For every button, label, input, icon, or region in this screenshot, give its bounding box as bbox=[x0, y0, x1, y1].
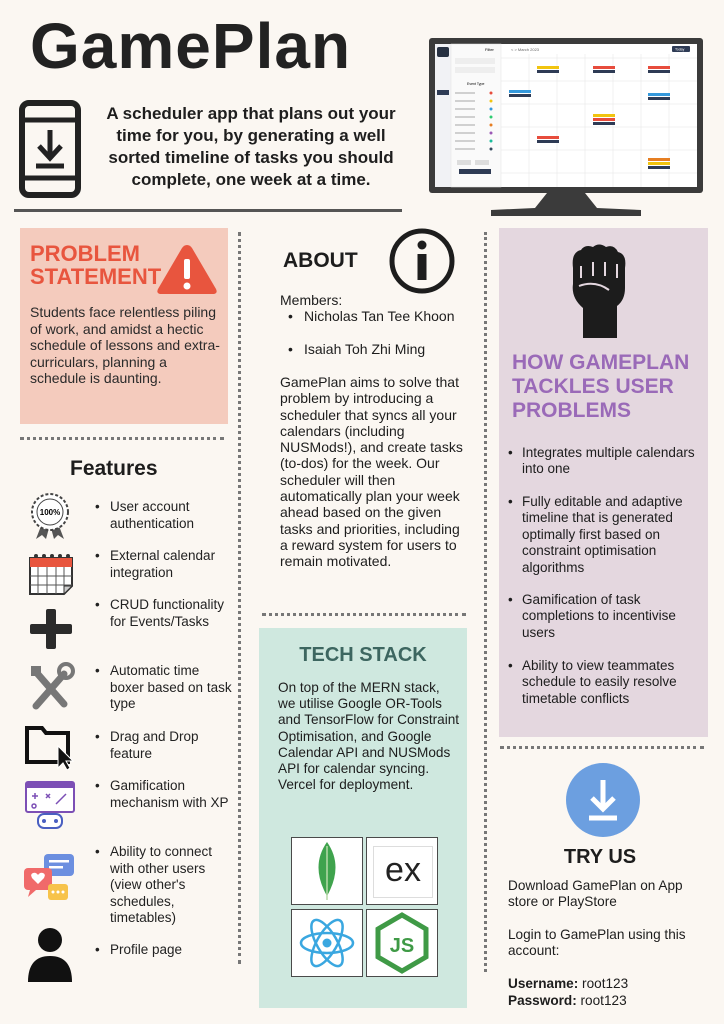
express-text: ex bbox=[373, 846, 433, 898]
calendar-icon bbox=[22, 548, 78, 598]
info-icon bbox=[388, 227, 456, 295]
download-text: Download GamePlan on App store or PlayStore bbox=[508, 878, 683, 910]
download-icon[interactable] bbox=[565, 762, 641, 838]
user-icon bbox=[22, 926, 78, 984]
plus-icon bbox=[22, 603, 78, 653]
feature-item: • Gamification mechanism with XP bbox=[95, 778, 235, 811]
divider-features bbox=[20, 437, 224, 440]
about-text: GamePlan aims to solve that problem by introducing a scheduler that syncs all your calendars (including NUSMods!), and create tasks (to-dos) for the week. Our scheduler will then automatically plan your week ahead based on the given tasks and priorities, including a reward system for users to remain motivated. bbox=[280, 374, 463, 570]
phone-download-icon bbox=[19, 100, 83, 198]
tagline: A scheduler app that plans out your time for you, by generating a well sorted timeline of tasks you should complete, one week at a time. bbox=[106, 104, 396, 189]
folder-cursor-icon bbox=[22, 720, 78, 770]
divider-col2 bbox=[484, 232, 487, 972]
leaf-icon bbox=[292, 838, 362, 904]
how-title: HOW GAMEPLAN TACKLES USER PROBLEMS bbox=[512, 351, 690, 422]
react-icon bbox=[292, 910, 362, 976]
tech-text: On top of the MERN stack, we utilise Google OR-Tools and TensorFlow for Constraint Optimisation, and Google Calendar API and NUSMods API for calendar syncing. Vercel for deployment. bbox=[278, 680, 460, 793]
username-value: root123 bbox=[582, 976, 629, 991]
tech-panel bbox=[259, 628, 467, 1008]
how-item: • Ability to view teammates schedule to easily resolve timetable conflicts bbox=[508, 658, 704, 707]
chat-icon bbox=[22, 850, 78, 910]
fist-icon bbox=[559, 238, 639, 342]
problem-title: PROBLEM STATEMENT bbox=[30, 241, 162, 289]
monitor-screenshot bbox=[429, 38, 703, 216]
member-item: • Isaiah Toh Zhi Ming bbox=[288, 341, 458, 358]
filter-label: Filter bbox=[485, 47, 494, 52]
password-label: Password: bbox=[508, 993, 577, 1008]
mongodb-logo bbox=[291, 837, 363, 905]
divider-try bbox=[500, 746, 704, 749]
member-item: • Nicholas Tan Tee Khoon bbox=[288, 308, 458, 325]
features-title: Features bbox=[70, 457, 158, 480]
username-line bbox=[508, 976, 708, 992]
gamepad-icon bbox=[22, 780, 78, 830]
month-label: < > March 2023 bbox=[511, 47, 540, 52]
members-label: Members: bbox=[280, 292, 343, 308]
password-line bbox=[508, 993, 708, 1009]
node-text: JS bbox=[389, 935, 415, 957]
feature-item: • Drag and Drop feature bbox=[95, 729, 235, 762]
feature-item: • Automatic time boxer based on task type bbox=[95, 663, 235, 713]
react-logo bbox=[291, 909, 363, 977]
how-panel bbox=[499, 228, 708, 737]
feature-item: • CRUD functionality for Events/Tasks bbox=[95, 597, 235, 630]
feature-item: • Ability to connect with other users (view other's schedules, timetables) bbox=[95, 844, 235, 927]
divider-tech bbox=[262, 613, 466, 616]
warning-icon bbox=[154, 241, 220, 297]
divider-col1 bbox=[238, 232, 241, 964]
try-title: TRY US bbox=[563, 846, 637, 868]
hexagon-icon bbox=[367, 910, 437, 976]
feature-item: • Profile page bbox=[95, 942, 235, 959]
badge-text: 100% bbox=[39, 508, 61, 517]
today-label: Today bbox=[675, 47, 685, 52]
badge-100-icon bbox=[22, 490, 78, 540]
feature-item: • External calendar integration bbox=[95, 548, 235, 581]
how-item: • Fully editable and adaptive timeline that is generated optimally first based on constraint optimisation algorithms bbox=[508, 494, 704, 576]
username-label: Username: bbox=[508, 976, 579, 991]
nodejs-logo bbox=[366, 909, 438, 977]
page-title: GamePlan bbox=[30, 10, 352, 82]
express-logo bbox=[366, 837, 438, 905]
tech-title: TECH STACK bbox=[299, 644, 427, 666]
event-type-label: Event Type bbox=[467, 82, 485, 86]
how-item: • Integrates multiple calendars into one bbox=[508, 445, 704, 478]
how-item: • Gamification of task completions to incentivise users bbox=[508, 592, 704, 641]
tools-icon bbox=[22, 662, 78, 712]
feature-item: • User account authentication bbox=[95, 499, 235, 532]
login-text: Login to GamePlan using this account: bbox=[508, 927, 686, 959]
header-divider bbox=[14, 209, 402, 212]
about-title: ABOUT bbox=[283, 249, 358, 272]
problem-panel bbox=[20, 228, 228, 424]
problem-text: Students face relentless piling of work, and amidst a hectic schedule of lessons and extra-curriculars, planning a schedule is daunting. bbox=[30, 304, 220, 386]
password-value: root123 bbox=[580, 993, 627, 1008]
